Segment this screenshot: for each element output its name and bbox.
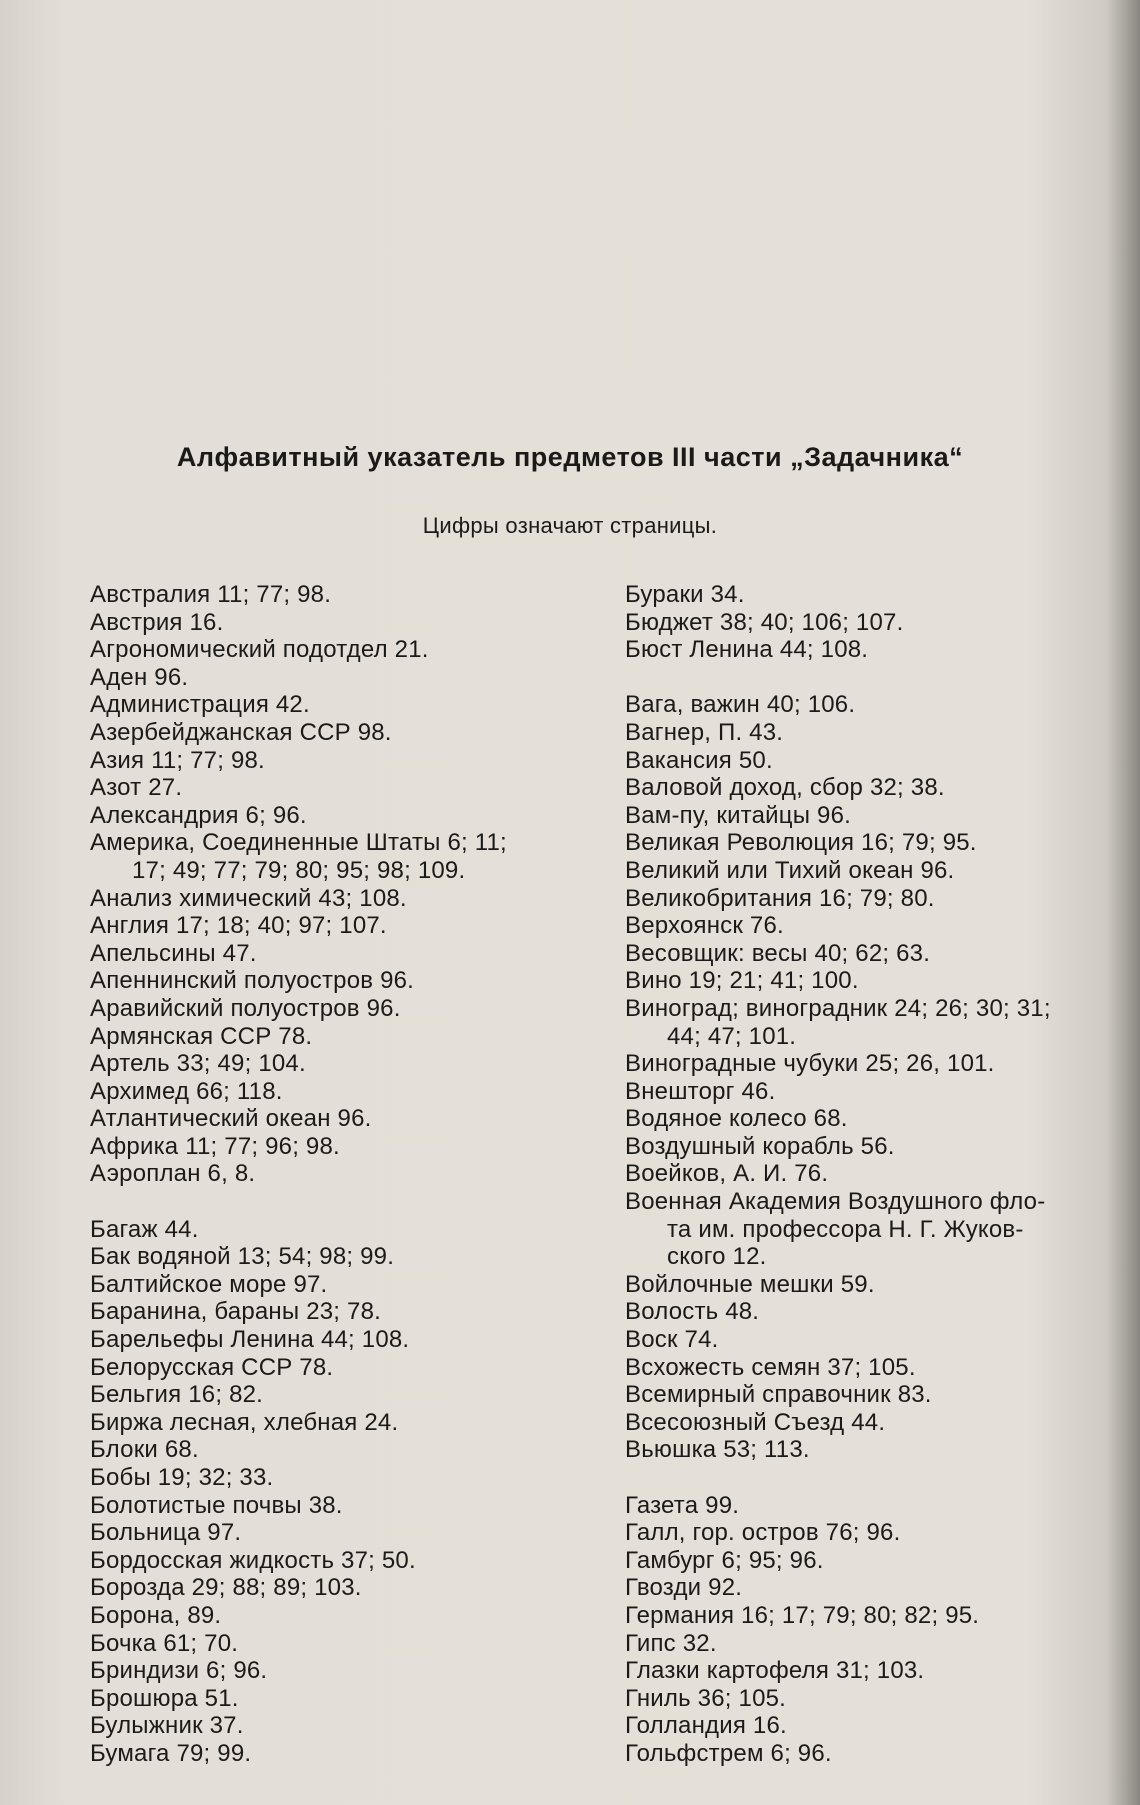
- section-gap: [90, 1188, 595, 1216]
- index-entry-text: Всемирный справочник 83.: [625, 1381, 932, 1409]
- index-entry-text: Великобритания 16; 79; 80.: [625, 884, 935, 912]
- index-entry: [625, 581, 1120, 609]
- index-entry-text: Вам-пу, китайцы 96.: [625, 801, 851, 829]
- index-entry: [90, 1243, 595, 1271]
- index-entry: [90, 1078, 595, 1106]
- index-entry: [90, 1574, 595, 1602]
- index-entry: [90, 1271, 595, 1299]
- index-entry-text: Великий или Тихий океан 96.: [625, 856, 955, 884]
- index-entry-text: Бриндизи 6; 96.: [90, 1657, 268, 1685]
- index-entry: [625, 1298, 1120, 1326]
- index-entry: [625, 995, 1120, 1050]
- index-entry-text: Бочка 61; 70.: [90, 1629, 239, 1657]
- index-entry-text: Воск 74.: [625, 1326, 719, 1354]
- index-entry: [90, 1023, 595, 1051]
- index-entry-text: Всхожесть семян 37; 105.: [625, 1353, 916, 1381]
- index-entry: [625, 912, 1120, 940]
- index-entry: [625, 1685, 1120, 1713]
- index-entry: [90, 1685, 595, 1713]
- index-entry: [90, 1547, 595, 1575]
- index-entry: [625, 829, 1120, 857]
- index-entry-text: Всесоюзный Съезд 44.: [625, 1408, 886, 1436]
- index-entry-text: Африка 11; 77; 96; 98.: [90, 1132, 340, 1160]
- index-entry: [90, 1740, 595, 1768]
- index-entry-text: Глазки картофеля 31; 103.: [625, 1657, 925, 1685]
- index-entry: [90, 1519, 595, 1547]
- index-entry-text: Агрономический подотдел 21.: [90, 636, 429, 664]
- index-entry-text: Азот 27.: [90, 774, 183, 802]
- index-entry-text: Вино 19; 21; 41; 100.: [625, 967, 859, 995]
- index-entry: [625, 885, 1120, 913]
- index-entry-text: Аэроплан 6, 8.: [90, 1160, 256, 1188]
- index-entry-text: Апельсины 47.: [90, 939, 257, 967]
- index-entry-text: Балтийское море 97.: [90, 1270, 328, 1298]
- index-entry: [625, 1078, 1120, 1106]
- index-entry-text: Бак водяной 13; 54; 98; 99.: [90, 1243, 395, 1271]
- index-entry-text: Америка, Соединенные Штаты 6; 11;: [90, 829, 507, 857]
- index-entry-text: Апеннинский полуостров 96.: [90, 967, 415, 995]
- index-entry-text: Валовой доход, сбор 32; 38.: [625, 774, 945, 802]
- index-entry: [90, 1354, 595, 1382]
- index-entry-text: Гниль 36; 105.: [625, 1684, 787, 1712]
- index-entry: [625, 1105, 1120, 1133]
- index-entry-text: Бюст Ленина 44; 108.: [625, 636, 869, 664]
- index-entry: [90, 802, 595, 830]
- index-entry-text: Бордосская жидкость 37; 50.: [90, 1546, 416, 1574]
- index-entry-text: Администрация 42.: [90, 691, 310, 719]
- index-entry-text: Азербейджанская ССР 98.: [90, 718, 392, 746]
- index-entry-text: Верхоянск 76.: [625, 912, 784, 940]
- index-entry-text: Борона, 89.: [90, 1601, 222, 1629]
- index-entry: [625, 636, 1120, 664]
- index-entry: [90, 774, 595, 802]
- index-entry-text: Англия 17; 18; 40; 97; 107.: [90, 912, 387, 940]
- index-entry-text: Газета 99.: [625, 1491, 740, 1519]
- index-entry-text: Армянская ССР 78.: [90, 1022, 313, 1050]
- index-entry-text: Вага, важин 40; 106.: [625, 691, 856, 719]
- index-entry-continuation: та им. профессора Н. Г. Жуков-: [667, 1215, 1024, 1243]
- index-entry: [90, 995, 595, 1023]
- index-entry: [625, 1436, 1120, 1464]
- index-entry-text: Брошюра 51.: [90, 1684, 239, 1712]
- index-entry-text: Военная Академия Воздушного фло-: [625, 1188, 1046, 1216]
- index-entry: [625, 1133, 1120, 1161]
- index-entry: [625, 1354, 1120, 1382]
- index-entry: [625, 1381, 1120, 1409]
- index-entry-text: Водяное колесо 68.: [625, 1105, 848, 1133]
- index-entry: [625, 940, 1120, 968]
- index-entry-text: Бураки 34.: [625, 581, 745, 608]
- index-entry-text: Аден 96.: [90, 663, 189, 691]
- index-entry-text: Воейков, А. И. 76.: [625, 1160, 829, 1188]
- index-entry: [90, 829, 595, 884]
- index-entry: [625, 1547, 1120, 1575]
- index-entry-text: Голландия 16.: [625, 1712, 787, 1740]
- index-entry-text: Весовщик: весы 40; 62; 63.: [625, 939, 931, 967]
- index-entry: [625, 1574, 1120, 1602]
- index-entry: [90, 1298, 595, 1326]
- index-entry-text: Гамбург 6; 95; 96.: [625, 1546, 824, 1574]
- index-entry-text: Артель 33; 49; 104.: [90, 1050, 306, 1078]
- index-entry: [625, 774, 1120, 802]
- index-entry-text: Вьюшка 53; 113.: [625, 1436, 810, 1464]
- index-entry-text: Болотистые почвы 38.: [90, 1491, 343, 1519]
- index-entry: [625, 1740, 1120, 1768]
- index-column-left: [90, 581, 595, 1768]
- index-entry-text: Австрия 16.: [90, 608, 224, 636]
- index-entry: [90, 912, 595, 940]
- index-entry-text: Войлочные мешки 59.: [625, 1270, 875, 1298]
- index-entry-text: Атлантический океан 96.: [90, 1105, 372, 1133]
- index-entry: [625, 1630, 1120, 1658]
- index-entry: [625, 1712, 1120, 1740]
- index-entry-continuation: 17; 49; 77; 79; 80; 95; 98; 109.: [132, 856, 466, 884]
- index-entry: [625, 1271, 1120, 1299]
- index-entry: [90, 609, 595, 637]
- index-entry-text: Бюджет 38; 40; 106; 107.: [625, 608, 904, 636]
- index-entry: [625, 1326, 1120, 1354]
- index-entry-text: Виноград; виноградник 24; 26; 30; 31;: [625, 994, 1051, 1022]
- index-entry: [625, 747, 1120, 775]
- index-entry: [90, 1712, 595, 1740]
- index-entry-text: Вагнер, П. 43.: [625, 718, 784, 746]
- index-entry: [90, 747, 595, 775]
- index-entry-text: Бобы 19; 32; 33.: [90, 1464, 274, 1491]
- index-entry-text: Волость 48.: [625, 1298, 760, 1326]
- index-entry: [625, 1492, 1120, 1520]
- index-entry: [90, 1657, 595, 1685]
- index-entry-text: Архимед 66; 118.: [90, 1077, 283, 1105]
- index-entry: [625, 719, 1120, 747]
- index-entry-continuation: 44; 47; 101.: [667, 1022, 797, 1050]
- index-entry: [90, 1436, 595, 1464]
- index-entry: [90, 940, 595, 968]
- index-entry-text: Аравийский полуостров 96.: [90, 994, 401, 1022]
- index-entry: [625, 857, 1120, 885]
- index-entry: [625, 1409, 1120, 1437]
- index-entry-text: Биржа лесная, хлебная 24.: [90, 1408, 399, 1436]
- index-entry: [90, 1602, 595, 1630]
- index-entry-text: Белорусская ССР 78.: [90, 1353, 334, 1381]
- index-entry: [90, 636, 595, 664]
- index-entry-text: Борозда 29; 88; 89; 103.: [90, 1574, 362, 1602]
- index-entry: [625, 1519, 1120, 1547]
- index-entry: [90, 1050, 595, 1078]
- page-subtitle: Цифры означают страницы.: [422, 513, 718, 538]
- index-entry: [90, 1381, 595, 1409]
- index-entry-text: Гипс 32.: [625, 1629, 717, 1657]
- index-entry-text: Александрия 6; 96.: [90, 801, 307, 829]
- index-entry: [90, 1630, 595, 1658]
- index-entry-text: Галл, гор. остров 76; 96.: [625, 1519, 901, 1547]
- index-entry-text: Баранина, бараны 23; 78.: [90, 1298, 381, 1326]
- index-entry: [625, 967, 1120, 995]
- index-entry: [90, 1105, 595, 1133]
- index-entry: [625, 1657, 1120, 1685]
- section-gap: [625, 1464, 1120, 1492]
- index-entry: [90, 581, 595, 609]
- index-entry: [90, 1409, 595, 1437]
- index-entry: [625, 1160, 1120, 1188]
- index-entry-text: Вакансия 50.: [625, 746, 773, 774]
- index-entry-text: Бумага 79; 99.: [90, 1739, 252, 1767]
- index-entry-text: Великая Революция 16; 79; 95.: [625, 829, 977, 857]
- index-entry-text: Внешторг 46.: [625, 1077, 776, 1105]
- index-entry: [625, 609, 1120, 637]
- page-title: Алфавитный указатель предметов III части „Задачника“: [176, 442, 964, 472]
- index-entry: [90, 1464, 595, 1492]
- index-entry: [625, 1050, 1120, 1078]
- index-entry-text: Булыжник 37.: [90, 1712, 244, 1740]
- index-entry: [90, 967, 595, 995]
- index-entry-text: Виноградные чубуки 25; 26, 101.: [625, 1050, 995, 1078]
- index-entry-text: Азия 11; 77; 98.: [90, 746, 265, 774]
- index-entry-continuation: ского 12.: [667, 1243, 767, 1271]
- index-entry: [625, 802, 1120, 830]
- index-entry-text: Гольфстрем 6; 96.: [625, 1739, 832, 1767]
- index-entry: [90, 1133, 595, 1161]
- index-entry-text: Австралия 11; 77; 98.: [90, 581, 332, 608]
- index-entry: [625, 1602, 1120, 1630]
- index-entry-text: Гвозди 92.: [625, 1574, 743, 1602]
- index-entry: [90, 719, 595, 747]
- index-entry: [625, 1188, 1120, 1271]
- index-entry: [90, 1160, 595, 1188]
- index-entry: [90, 1492, 595, 1520]
- index-entry: [625, 691, 1120, 719]
- index-entry-text: Барельефы Ленина 44; 108.: [90, 1326, 410, 1354]
- index-entry: [90, 1216, 595, 1244]
- index-entry-text: Бельгия 16; 82.: [90, 1381, 264, 1409]
- index-column-right: [625, 581, 1120, 1768]
- index-entry-text: Воздушный корабль 56.: [625, 1132, 895, 1160]
- index-entry-text: Больница 97.: [90, 1519, 242, 1547]
- index-entry: [90, 691, 595, 719]
- index-entry-text: Багаж 44.: [90, 1215, 199, 1243]
- section-gap: [625, 664, 1120, 692]
- index-entry: [90, 885, 595, 913]
- index-entry-text: Блоки 68.: [90, 1436, 199, 1464]
- index-entry: [90, 664, 595, 692]
- index-entry-text: Германия 16; 17; 79; 80; 82; 95.: [625, 1601, 980, 1629]
- index-entry-text: Анализ химический 43; 108.: [90, 884, 407, 912]
- index-entry: [90, 1326, 595, 1354]
